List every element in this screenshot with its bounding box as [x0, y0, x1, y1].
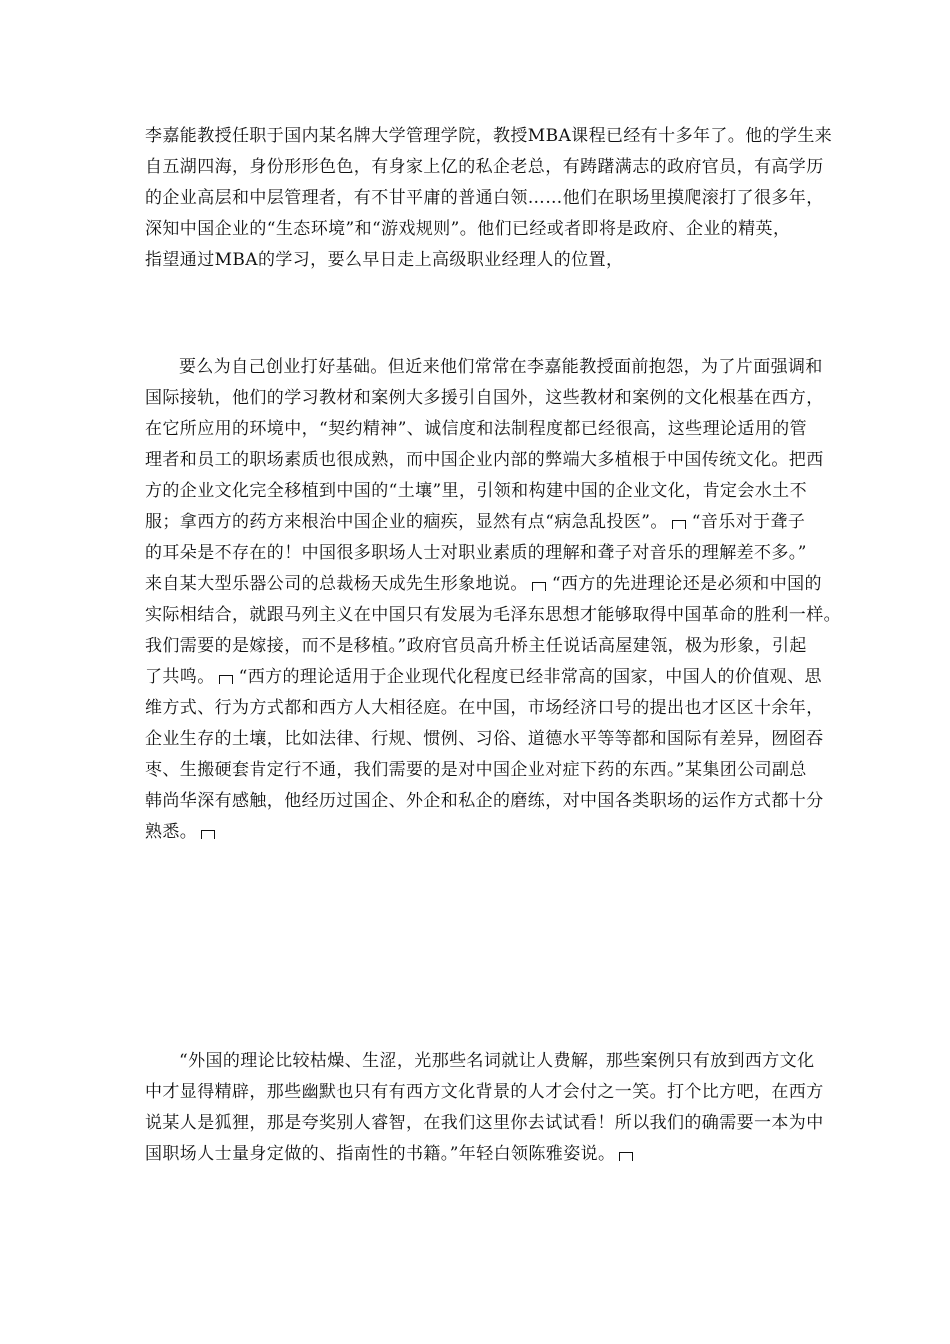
paragraph-mark-icon — [672, 520, 686, 529]
paragraph-3 — [145, 1046, 824, 1170]
text-segment: 服；拿西方的药方来根治中国企业的痼疾，显然有点“病急乱投医”。 — [145, 512, 668, 532]
text-line: 国际接轨，他们的学习教材和案例大多援引自国外，这些教材和案例的文化根基在西方， — [145, 388, 824, 408]
text-line — [145, 662, 822, 693]
text-line: 方的企业文化完全移植到中国的“土壤”里，引领和构建中国的企业文化，肯定会水土不 — [145, 481, 807, 501]
text-segment: “音乐对于聋子 — [691, 512, 806, 532]
text-line — [145, 1139, 815, 1170]
paragraph-2 — [145, 352, 841, 848]
text-line: 李嘉能教授任职于国内某名牌大学管理学院，教授MBA课程已经有十多年了。他的学生来 — [145, 126, 833, 146]
text-segment: 了共鸣。 — [145, 667, 215, 687]
text-line: 指望通过MBA的学习，要么早日走上高级职业经理人的位置， — [145, 250, 624, 270]
text-segment: 熟悉。 — [145, 822, 198, 842]
text-line — [145, 569, 822, 600]
text-line: 维方式、行为方式都和西方人大相径庭。在中国，市场经济口号的提出也才区区十余年， — [145, 698, 824, 718]
text-segment: “西方的先进理论还是必须和中国的 — [551, 574, 822, 594]
text-line: 枣、生搬硬套肯定行不通，我们需要的是对中国企业对症下药的东西。”某集团公司副总 — [145, 760, 807, 780]
text-line: 我们需要的是嫁接，而不是移植。”政府官员高升桥主任说话高屋建瓴，极为形象，引起 — [145, 636, 807, 656]
text-segment: “西方的理论适用于企业现代化程度已经非常高的国家，中国人的价值观、思 — [238, 667, 822, 687]
text-line: 的企业高层和中层管理者，有不甘平庸的普通白领……他们在职场里摸爬滚打了很多年， — [145, 188, 824, 208]
text-line: 要么为自己创业打好基础。但近来他们常常在李嘉能教授面前抱怨，为了片面强调和 — [179, 357, 823, 377]
text-line — [145, 507, 815, 538]
text-line: 企业生存的土壤，比如法律、行规、惯例、习俗、道德水平等等都和国际有差异，囫囵吞 — [145, 729, 824, 749]
text-line: 在它所应用的环境中，“契约精神”、诚信度和法制程度都已经很高，这些理论适用的管 — [145, 419, 807, 439]
text-line: 实际相结合，就跟马列主义在中国只有发展为毛泽东思想才能够取得中国革命的胜利一样。 — [145, 605, 841, 625]
text-segment: 来自某大型乐器公司的总裁杨天成先生形象地说。 — [145, 574, 528, 594]
text-line: 深知中国企业的“生态环境”和“游戏规则”。他们已经或者即将是政府、企业的精英， — [145, 219, 791, 239]
text-line — [145, 817, 815, 848]
paragraph-mark-icon — [532, 582, 546, 591]
paragraph-1 — [145, 121, 833, 276]
text-line: 韩尚华深有感触，他经历过国企、外企和私企的磨练，对中国各类职场的运作方式都十分 — [145, 791, 824, 811]
text-line: 的耳朵是不存在的！中国很多职场人士对职业素质的理解和聋子对音乐的理解差不多。” — [145, 543, 807, 563]
paragraph-mark-icon — [619, 1152, 633, 1161]
text-segment: 国职场人士量身定做的、指南性的书籍。”年轻白领陈雅姿说。 — [145, 1144, 616, 1164]
text-line: 自五湖四海，身份形形色色，有身家上亿的私企老总，有踌躇满志的政府官员，有高学历 — [145, 157, 824, 177]
paragraph-mark-icon — [201, 830, 215, 839]
text-line: 中才显得精辟，那些幽默也只有有西方文化背景的人才会付之一笑。打个比方吧，在西方 — [145, 1082, 824, 1102]
text-line: 说某人是狐狸，那是夸奖别人睿智，在我们这里你去试试看！所以我们的确需要一本为中 — [145, 1113, 824, 1133]
text-line: 理者和员工的职场素质也很成熟，而中国企业内部的弊端大多植根于中国传统文化。把西 — [145, 450, 824, 470]
text-line: “外国的理论比较枯燥、生涩，光那些名词就让人费解，那些案例只有放到西方文化 — [179, 1051, 815, 1071]
paragraph-mark-icon — [219, 675, 233, 684]
